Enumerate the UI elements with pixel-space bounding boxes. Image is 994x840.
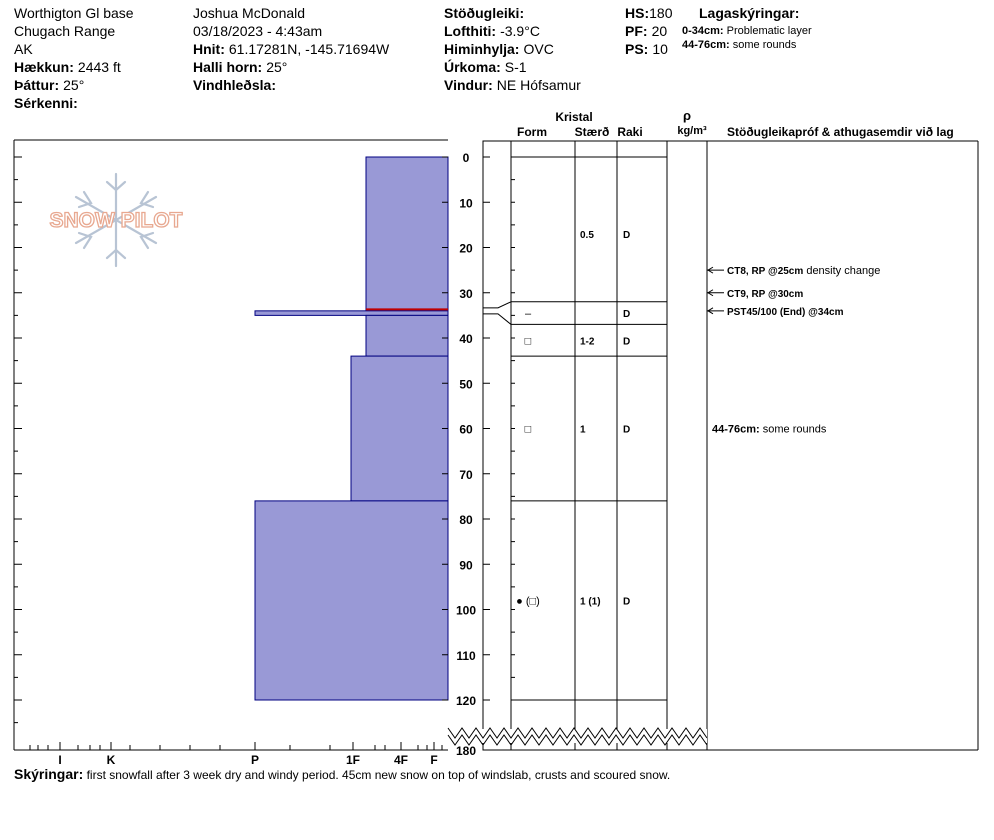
test-result: CT8, RP @25cm (727, 266, 804, 278)
hardness-bar (351, 356, 448, 501)
layer-comment-text: some rounds (762, 423, 827, 436)
layer-notes-title: Lagaskýringar: (699, 5, 800, 21)
hardness-tick-label: F (430, 753, 438, 767)
hardness-tick-label: K (106, 753, 116, 767)
size-header: Stærð (574, 125, 610, 139)
layer-moisture: D (623, 336, 631, 348)
layer-size: 1 (1) (580, 596, 601, 608)
layer-moisture: D (623, 424, 631, 436)
depth-tick-label: 100 (455, 603, 477, 618)
hardness-bar (255, 501, 448, 700)
depth-tick-label: 60 (459, 422, 473, 437)
layer-connector (483, 314, 511, 325)
depth-tick-label: 20 (459, 241, 473, 256)
slope-value: 25° (266, 59, 288, 75)
layer-form: □ (524, 335, 532, 348)
hardness-tick-label: I (58, 753, 62, 767)
layer-moisture: D (623, 309, 631, 321)
layer-comment-range: 44-76cm: (712, 423, 763, 436)
crystal-header: Kristal (555, 110, 593, 124)
sky-row: Himinhylja: OVC (444, 41, 554, 57)
layer-table (448, 108, 978, 750)
hardness-tick-label: 4F (393, 753, 409, 767)
hardness-tick-label: P (250, 753, 260, 767)
precip-row: Úrkoma: S-1 (444, 59, 527, 75)
footer-notes (14, 766, 670, 782)
ps-value: 10 (652, 41, 668, 57)
depth-tick-label: 10 (459, 196, 473, 211)
layer-row (525, 424, 631, 436)
test-label (727, 307, 844, 318)
pf-row: PF: 20 (625, 23, 668, 39)
coords-value: 61.17281N, -145.71694W (228, 41, 390, 57)
wind-row: Vindur: NE Hófsamur (444, 77, 581, 93)
density-symbol: ρ (682, 108, 692, 123)
depth-tick-label: 120 (455, 694, 477, 708)
layer-size: 1 (580, 424, 586, 436)
layer-rows (516, 230, 630, 608)
mountain-range: Chugach Range (14, 23, 116, 39)
hs-row: HS:180 (625, 5, 673, 21)
depth-break-marker (448, 728, 707, 745)
depth-tick-label: 50 (459, 377, 473, 392)
observation-datetime: 03/18/2023 - 4:43am (193, 23, 323, 39)
logo-text: SNOW PILOT (49, 209, 183, 232)
layer-connector (483, 302, 511, 308)
hardness-bar (366, 315, 448, 356)
moisture-header: Raki (617, 125, 643, 139)
sky-value: OVC (523, 41, 554, 57)
stability-tests (707, 265, 880, 435)
stability-row: Stöðugleiki: (444, 5, 525, 21)
wind-value: NE Hófsamur (496, 77, 581, 93)
hardness-bars (255, 157, 448, 700)
stability-test (707, 307, 844, 318)
ps-row: PS: 10 (625, 41, 668, 57)
test-note: density change (803, 265, 881, 278)
aspect-value: 25° (63, 77, 85, 93)
layer-row (525, 308, 630, 320)
coords-row: Hnit: 61.17281N, -145.71694W (193, 41, 390, 57)
air-temp-value: -3.9°C (500, 23, 540, 39)
wind-loading-row: Vindhleðsla: (193, 77, 276, 93)
layer-form: – (524, 308, 532, 321)
footer-label: Skýringar: (14, 766, 84, 782)
form-column-ticks (511, 180, 515, 700)
depth-bottom-label: 180 (455, 744, 477, 758)
layer-size: 1-2 (580, 336, 595, 348)
hardness-bar (366, 157, 448, 311)
air-temp-row: Lofthiti: -3.9°C (444, 23, 540, 39)
test-result: PST45/100 (End) @34cm (727, 306, 844, 318)
hardness-axis-ticks (30, 742, 442, 767)
depth-tick-label: 110 (456, 648, 476, 663)
depth-tick-label: 90 (459, 558, 473, 573)
elevation-value: 2443 ft (77, 59, 121, 75)
layer-note-item: 44-76cm: some rounds (682, 39, 797, 51)
layer-form: □ (524, 423, 532, 436)
location-name: Worthigton Gl base (14, 5, 134, 21)
form-header: Form (517, 125, 547, 139)
test-label (727, 265, 880, 277)
test-label (727, 289, 803, 300)
hardness-bar (255, 311, 448, 316)
layer-note-item: 0-34cm: Problematic layer (682, 25, 812, 37)
layer-form: ● (□) (516, 595, 540, 608)
footer-text: first snowfall after 3 week dry and windy period. 45cm new snow on top of windslab, crusts and scoured snow. (86, 768, 671, 782)
depth-tick-label: 70 (459, 467, 473, 482)
hardness-tick-label: 1F (345, 753, 361, 767)
layer-row (525, 335, 631, 347)
stability-test (707, 289, 803, 300)
elevation-row: Hækkun: 2443 ft (14, 59, 121, 75)
left-depth-ticks (14, 157, 22, 723)
pf-value: 20 (651, 23, 668, 39)
layer-moisture: D (623, 596, 631, 608)
aspect-row: Þáttur: 25° (14, 77, 85, 93)
precip-value: S-1 (504, 59, 527, 75)
hardness-panel (14, 140, 448, 767)
layer-size: 0.5 (580, 229, 594, 241)
depth-tick-label: 30 (459, 286, 473, 301)
layer-row (516, 595, 630, 607)
test-result: CT9, RP @30cm (727, 288, 804, 300)
layer-row (580, 230, 630, 241)
features-row: Sérkenni: (14, 95, 78, 111)
density-unit: kg/m³ (677, 125, 707, 137)
slope-row: Halli horn: 25° (193, 59, 288, 75)
depth-tick-label: 80 (459, 513, 473, 527)
depth-tick-label: 40 (459, 332, 473, 346)
observer-name: Joshua McDonald (193, 5, 306, 21)
depth-tick-label: 0 (462, 151, 470, 165)
layer-comment (712, 424, 827, 436)
layer-moisture: D (623, 229, 631, 241)
tests-header: Stöðugleikapróf & athugasemdir við lag (727, 125, 954, 139)
state: AK (14, 41, 33, 57)
hs-value: 180 (649, 5, 673, 21)
stability-test (707, 265, 880, 277)
